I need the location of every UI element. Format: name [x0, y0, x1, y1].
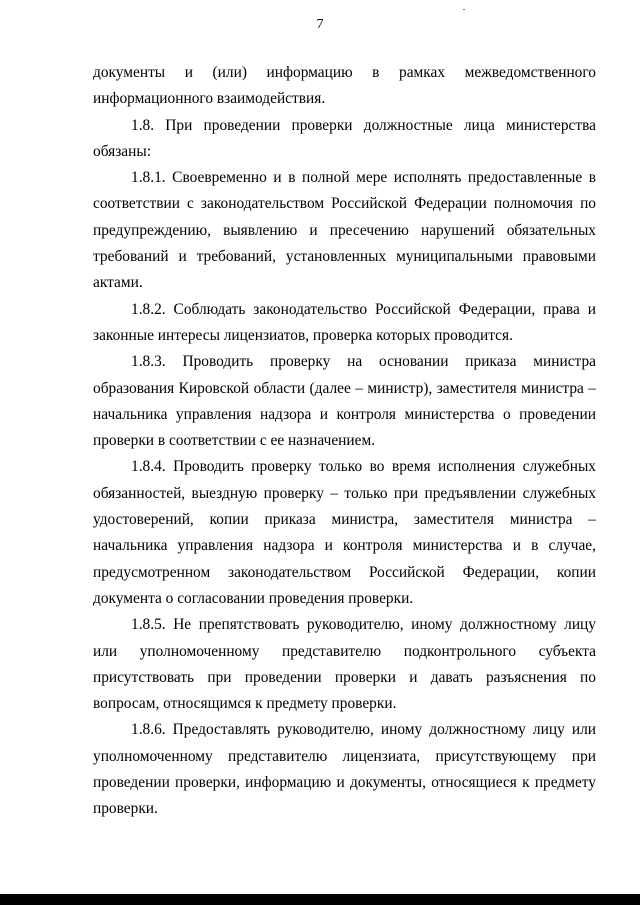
paragraph-1-8-6: 1.8.6. Предоставлять руководителю, иному должностному лицу или уполномоченному представителю лицензиата, присутствующему при проведении проверки, информацию и документы, относящиеся к предмету проверки.: [93, 721, 596, 818]
scan-bottom-edge: [0, 894, 640, 905]
page-number: 7: [316, 17, 324, 32]
paragraph-1-8: 1.8. При проведении проверки должностные лица министерства обязаны:: [93, 116, 596, 160]
paragraph-1-8-4: 1.8.4. Проводить проверку только во время исполнения служебных обязанностей, выездную проверку – только при предъявлении служебных удостоверений, копии приказа министра, заместителя министра – начальника управления надзора и контроля министерства и в случае, предусмотренном законодательством Российской Федерации, копии документа о согласовании проведения проверки.: [93, 458, 596, 607]
paragraph-1-8-1: 1.8.1. Своевременно и в полной мере исполнять предоставленные в соответствии с законодательством Российской Федерации полномочия по предупреждению, выявлению и пресечению нарушений обязательных требований и требований, установленных муниципальными правовыми актами.: [93, 169, 596, 292]
document-body: [93, 60, 596, 823]
paragraph-1-8-2: 1.8.2. Соблюдать законодательство Российской Федерации, права и законные интересы лицензиатов, проверка которых проводится.: [93, 300, 596, 344]
paragraph-1-8-5: 1.8.5. Не препятствовать руководителю, иному должностному лицу или уполномоченному представителю подконтрольного субъекта присутствовать при проведении проверки и давать разъяснения по вопросам, относящимся к предмету проверки.: [93, 616, 596, 713]
scan-speck: [463, 9, 465, 10]
paragraph-1-8-3: 1.8.3. Проводить проверку на основании приказа министра образования Кировской области (далее – министр), заместителя министра – начальника управления надзора и контроля министерства о проведении проверки в соответствии с ее назначением.: [93, 353, 596, 450]
paragraph-continuation: документы и (или) информацию в рамках межведомственного информационного взаимодействия.: [93, 64, 596, 108]
